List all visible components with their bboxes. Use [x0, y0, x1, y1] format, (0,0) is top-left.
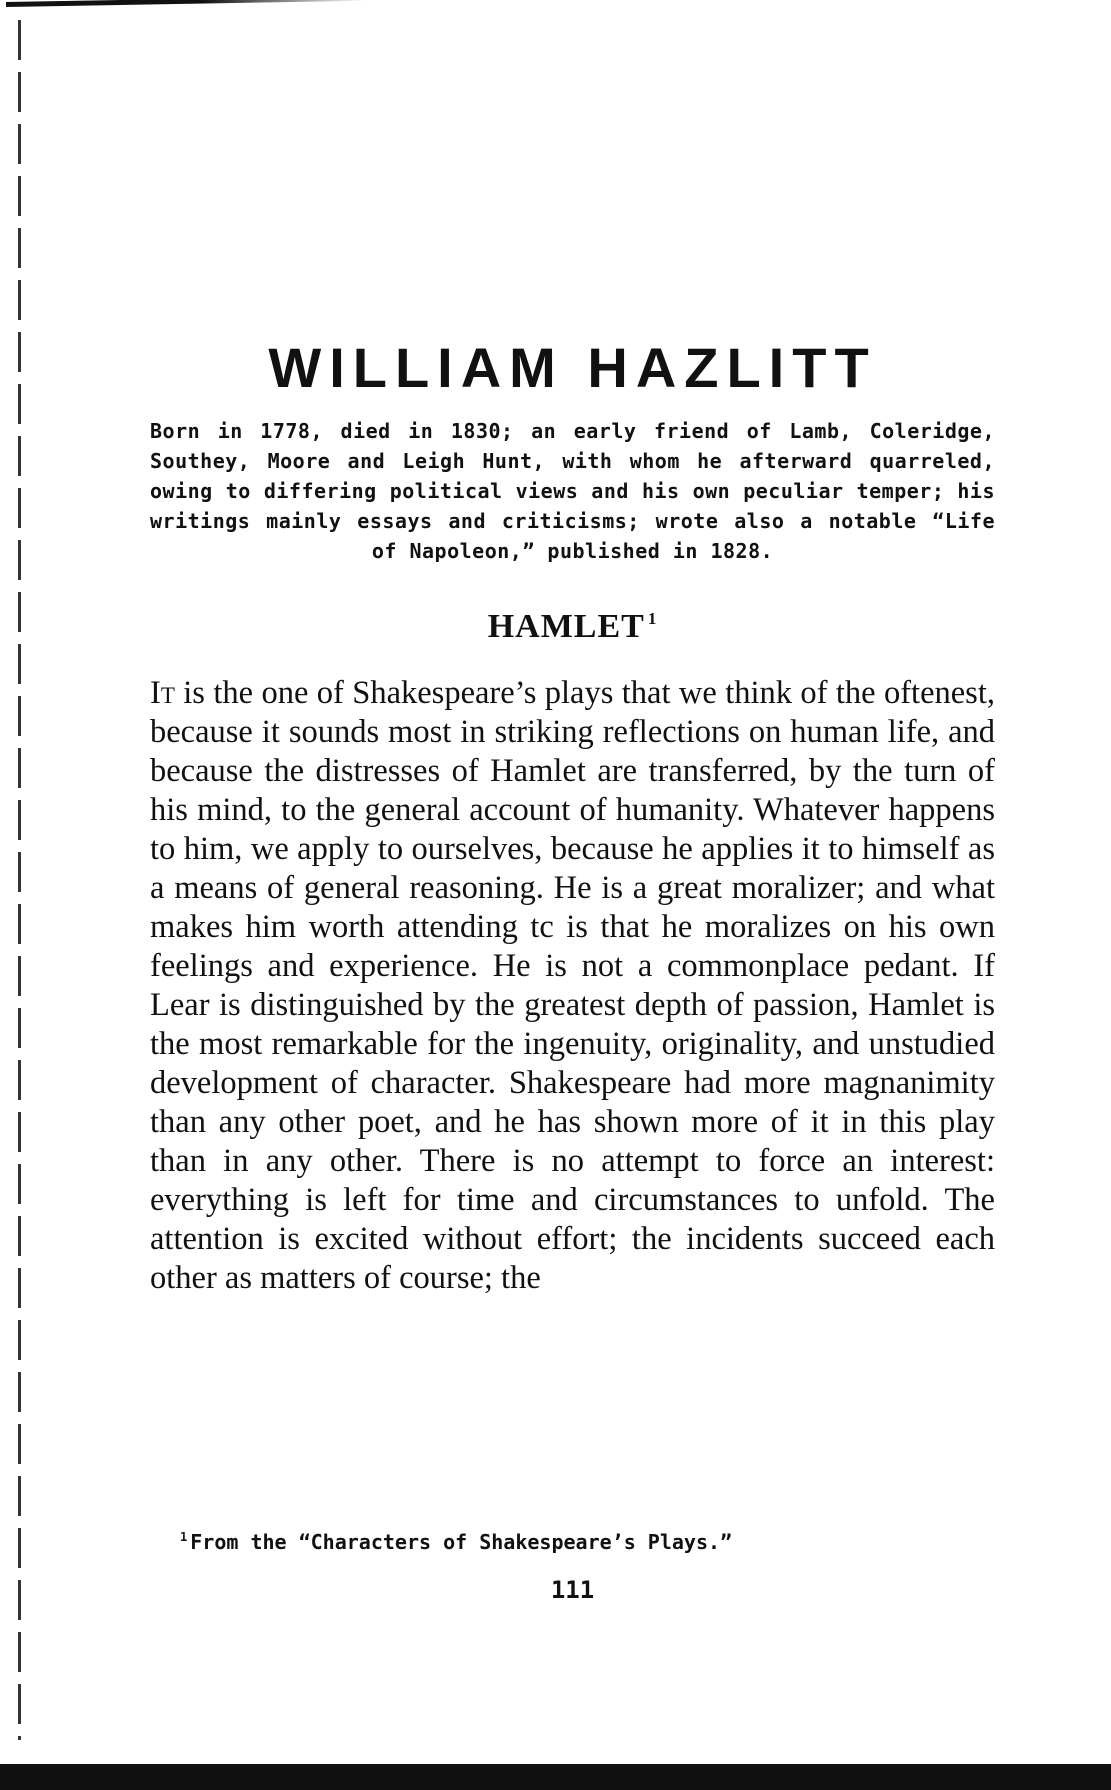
footnote — [180, 1530, 732, 1554]
page-number: 111 — [550, 1576, 595, 1604]
essay-footnote-marker: 1 — [647, 609, 658, 628]
page-content — [150, 336, 995, 1604]
footnote-marker: 1 — [180, 1530, 188, 1544]
author-title: WILLIAM HAZLITT — [268, 336, 877, 399]
essay-body — [150, 674, 995, 1474]
footnote-text: From the “Characters of Shakespeare’s Plays.” — [190, 1530, 733, 1554]
scan-bottom-band — [0, 1764, 1111, 1790]
essay-title — [150, 610, 995, 644]
essay-body-text: is the one of Shakespeare’s plays that we think of the oftenest, because it sounds most in striking reflections on human life, and because the distresses of Hamlet are transferred, by the turn of his mind, to the general account of humanity. Whatever happens to him, we apply to ourselves, because he applies it to himself as a means of general reasoning. He is a great moralizer; and what makes him worth attending tc is that he moralizes on his own feelings and experience. He is not a commonplace pedant. If Lear is distinguished by the greatest depth of passion, Hamlet is the most remarkable for the ingenuity, originality, and unstudied development of character. Shakespeare had more magnanimity than any other poet, and he has shown more of it in this play than in any other. There is no attempt to force an interest: everything is left for time and circumstances to unfold. The attention is excited without effort; the incidents succeed each other as matters of course; the — [150, 675, 995, 1296]
author-bio: Born in 1778, died in 1830; an early friend of Lamb, Coleridge, Southey, Moore and Leigh Hunt, with whom he afterward quarreled, owing to differing political views and his own peculiar temper; his writings mainly essays and criticisms; wrote also a notable “Life of Napoleon,” published in 1828. — [150, 419, 995, 563]
scan-left-edge — [18, 20, 21, 1740]
essay-lead-word: It — [150, 675, 175, 711]
essay-title-text: HAMLET — [487, 608, 645, 645]
scan-top-rule — [6, 0, 366, 7]
